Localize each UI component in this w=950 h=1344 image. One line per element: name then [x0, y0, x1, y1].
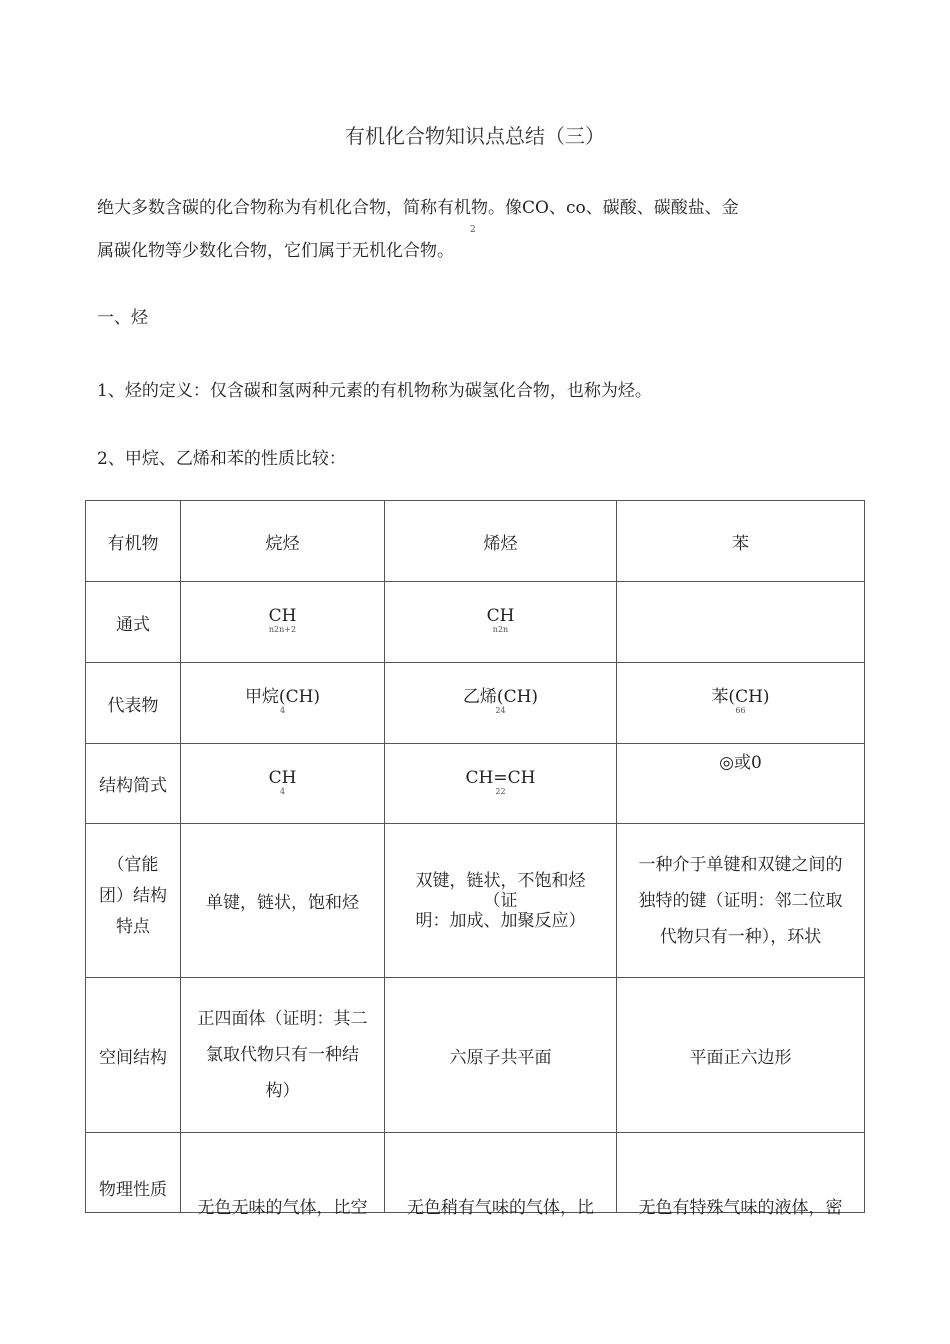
table-row-features	[86, 824, 865, 978]
page-title: 有机化合物知识点总结（三）	[345, 124, 605, 148]
benzene-representative: 苯(CH) 66	[617, 663, 865, 744]
alkene-structure: CH=CH 22	[385, 744, 617, 824]
definition-paragraph: 1、烃的定义：仅含碳和氢两种元素的有机物称为碳氢化合物，也称为烃。	[97, 381, 652, 401]
benzene-physical: 无色有特殊气味的液体，密	[617, 1133, 865, 1213]
header-cell: 苯	[617, 501, 865, 582]
table-header-row	[86, 501, 865, 582]
table-row-structure	[86, 744, 865, 824]
row-label-features: （官能 团）结构 特点	[86, 824, 181, 978]
benzene-structure: ◎或0	[617, 744, 865, 824]
alkene-spatial: 六原子共平面	[385, 978, 617, 1133]
row-label: 物理性质	[86, 1133, 181, 1213]
section-heading: 一、烃	[97, 308, 148, 328]
header-cell: 烷烃	[181, 501, 385, 582]
row-label: 代表物	[86, 663, 181, 744]
intro-text-1: 绝大多数含碳的化合物称为有机化合物，简称有机物。像CO、co、碳酸、碳酸盐、金	[97, 198, 739, 218]
alkane-structure: CH 4	[181, 744, 385, 824]
formula-subscript: 4	[279, 786, 286, 796]
intro-line-2: 属碳化物等少数化合物，它们属于无机化合物。	[97, 241, 454, 261]
header-cell: 有机物	[86, 501, 181, 582]
row-label: 空间结构	[86, 978, 181, 1133]
row-label: 通式	[86, 582, 181, 663]
formula-subscript: 4	[279, 706, 286, 715]
benzene-features: 一种介于单键和双键之间的 独特的键（证明：邻二位取 代物只有一种），环状	[617, 824, 865, 978]
co2-subscript: 2	[470, 225, 476, 235]
table-row-physical	[86, 1133, 865, 1213]
alkene-general-formula: CH n2n	[385, 582, 617, 663]
alkane-features: 单键，链状，饱和烃	[181, 824, 385, 978]
intro-line-1	[97, 198, 837, 235]
table-row-spatial	[86, 978, 865, 1133]
formula-subscript: n2n+2	[268, 625, 297, 634]
alkene-representative: 乙烯(CH) 24	[385, 663, 617, 744]
alkene-features: 双键，链状，不饱和烃 （证 明：加成、加聚反应）	[385, 824, 617, 978]
table-row-representative	[86, 663, 865, 744]
alkane-general-formula: CH n2n+2	[181, 582, 385, 663]
comparison-intro: 2、甲烷、乙烯和苯的性质比较：	[97, 449, 346, 469]
benzene-spatial: 平面正六边形	[617, 978, 865, 1133]
table-row-general-formula	[86, 582, 865, 663]
formula-subscript: 22	[495, 786, 506, 796]
benzene-general-formula	[617, 582, 865, 663]
alkane-spatial: 正四面体（证明：其二 氯取代物只有一种结 构）	[181, 978, 385, 1133]
alkane-representative: 甲烷(CH) 4	[181, 663, 385, 744]
formula-subscript: 24	[495, 706, 506, 715]
header-cell: 烯烃	[385, 501, 617, 582]
comparison-table	[85, 500, 865, 1218]
formula-subscript: n2n	[492, 625, 509, 634]
alkane-physical: 无色无味的气体，比空	[181, 1133, 385, 1213]
formula-subscript: 66	[735, 706, 746, 715]
alkene-physical: 无色稍有气味的气体，比	[385, 1133, 617, 1213]
row-label: 结构简式	[86, 744, 181, 824]
